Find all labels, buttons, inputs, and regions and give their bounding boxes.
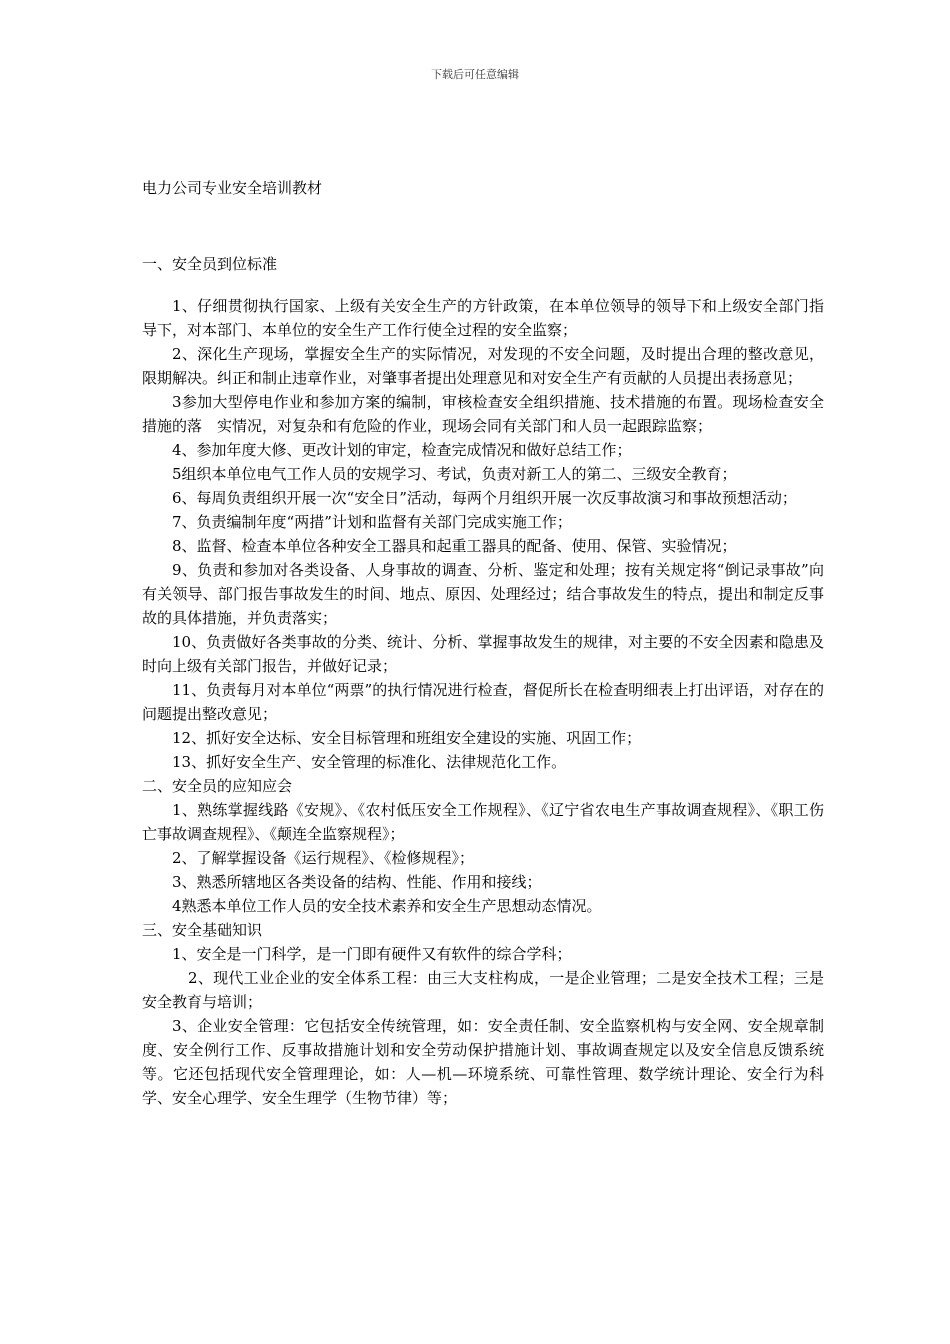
paragraph: 1、安全是一门科学，是一门即有硬件又有软件的综合学科； bbox=[172, 945, 572, 963]
paragraph: 11、负责每月对本单位“两票”的执行情况进行检查，督促所长在检查明细表上打出评语，对存在的问题提出整改意见； bbox=[142, 681, 824, 723]
paragraph: 3、企业安全管理：它包括安全传统管理，如：安全责任制、安全监察机构与安全网、安全规章制度、安全例行工作、反事故措施计划和安全劳动保护措施计划、事故调查规定以及安全信息反馈系统等。它还包括现代安全管理理论，如：人—机—环境系统、可靠性管理、数学统计理论、安全行为科学、安全心理学、安全生理学（生物节律）等； bbox=[142, 1017, 824, 1107]
paragraph: 2、现代工业企业的安全体系工程：由三大支柱构成，一是企业管理；二是安全技术工程；三是安全教育与培训； bbox=[142, 969, 824, 1011]
section-heading: 一、安全员到位标准 bbox=[142, 255, 278, 273]
paragraph: 9、负责和参加对各类设备、人身事故的调查、分析、鉴定和处理；按有关规定将“倒记录事故”向有关领导、部门报告事故发生的时间、地点、原因、处理经过；结合事故发生的特点，提出和制定反事故的具体措施，并负责落实； bbox=[142, 561, 824, 627]
paragraph: 2、深化生产现场，掌握安全生产的实际情况，对发现的不安全问题，及时提出合理的整改意见，限期解决。纠正和制止违章作业，对肇事者提出处理意见和对安全生产有贡献的人员提出表扬意见； bbox=[142, 345, 824, 387]
paragraph: 10、负责做好各类事故的分类、统计、分析、掌握事故发生的规律，对主要的不安全因素和隐患及时向上级有关部门报告，并做好记录； bbox=[142, 633, 824, 675]
paragraph: 12、抓好安全达标、安全目标管理和班组安全建设的实施、巩固工作； bbox=[172, 729, 642, 747]
paragraph: 13、抓好安全生产、安全管理的标准化、法律规范化工作。 bbox=[172, 753, 567, 771]
paragraph: 5组织本单位电气工作人员的安规学习、考试，负责对新工人的第二、三级安全教育； bbox=[172, 465, 737, 483]
document-body bbox=[142, 252, 824, 1110]
paragraph: 3参加大型停电作业和参加方案的编制，审核检查安全组织措施、技术措施的布置。现场检查安全措施的落 实情况，对复杂和有危险的作业，现场会同有关部门和人员一起跟踪监察； bbox=[142, 393, 824, 435]
paragraph: 1、仔细贯彻执行国家、上级有关安全生产的方针政策，在本单位领导的领导下和上级安全部门指导下，对本部门、本单位的安全生产工作行使全过程的安全监察； bbox=[142, 297, 824, 339]
paragraph: 2、了解掌握设备《运行规程》、《检修规程》； bbox=[172, 849, 475, 867]
paragraph: 8、监督、检查本单位各种安全工器具和起重工器具的配备、使用、保管、实验情况； bbox=[172, 537, 737, 555]
paragraph: 4、参加年度大修、更改计划的审定，检查完成情况和做好总结工作； bbox=[172, 441, 632, 459]
section-heading: 二、安全员的应知应会 bbox=[142, 777, 293, 795]
document-title: 电力公司专业安全培训教材 bbox=[142, 179, 323, 197]
paragraph: 7、负责编制年度“两措”计划和监督有关部门完成实施工作； bbox=[172, 513, 572, 531]
paragraph: 4熟悉本单位工作人员的安全技术素养和安全生产思想动态情况。 bbox=[172, 897, 602, 915]
section-heading: 三、安全基础知识 bbox=[142, 921, 263, 939]
paragraph: 3、熟悉所辖地区各类设备的结构、性能、作用和接线； bbox=[172, 873, 542, 891]
header-note: 下载后可任意编辑 bbox=[431, 68, 519, 81]
paragraph: 1、熟练掌握线路《安规》、《农村低压安全工作规程》、《辽宁省农电生产事故调查规程》、《职工伤亡事故调查规程》、《颠连全监察规程》； bbox=[142, 801, 824, 843]
paragraph: 6、每周负责组织开展一次“安全日”活动，每两个月组织开展一次反事故演习和事故预想活动； bbox=[172, 489, 797, 507]
